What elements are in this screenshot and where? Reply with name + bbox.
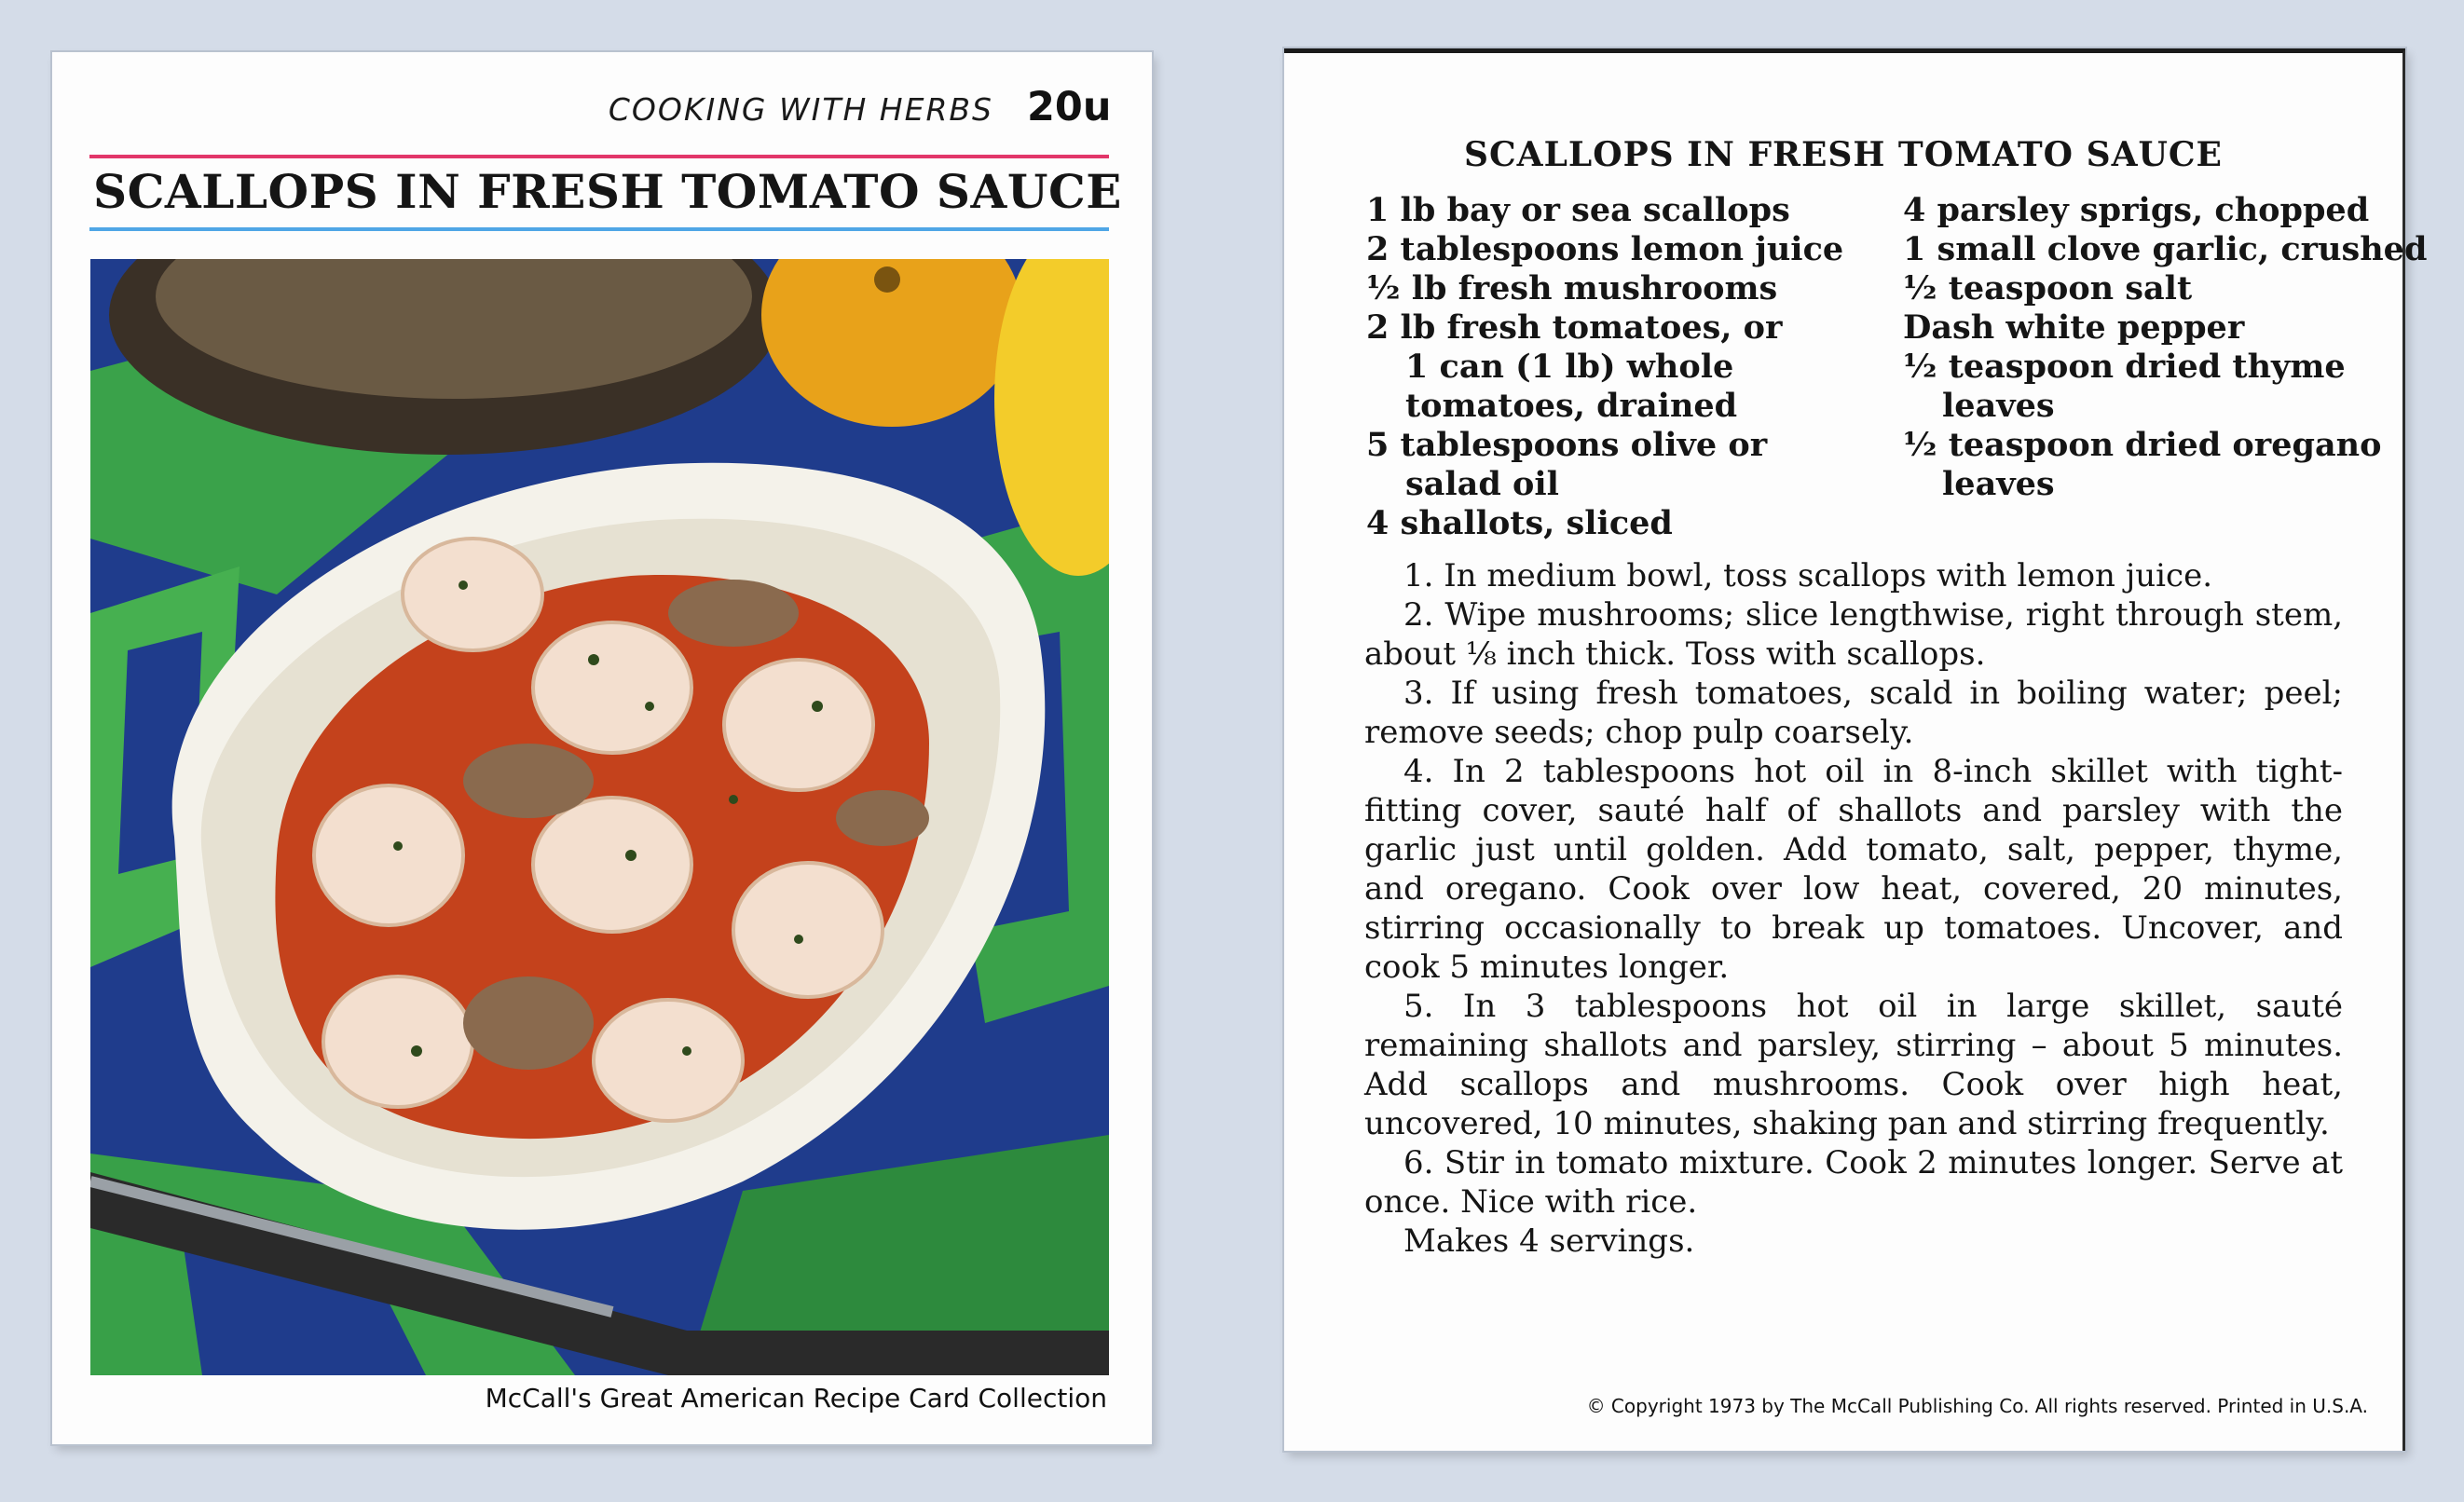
card-number: 20u: [1027, 84, 1112, 130]
ingredient-continuation: 1 can (1 lb) whole: [1405, 348, 1734, 386]
ingredient-continuation: leaves: [1942, 387, 2055, 425]
title-rule-top: [89, 155, 1109, 158]
direction-step: 5. In 3 tablespoons hot oil in large skillet, sauté remaining shallots and parsley, stirring – about 5 minutes. Add scallops and mushrooms. Cook over high heat, uncovered, 10 minutes, shaking pan and stirring frequently.: [1364, 988, 2343, 1142]
ingredient-item: [1366, 230, 1888, 269]
ingredient-item: [1903, 230, 2428, 269]
ingredient-line: ½ teaspoon salt: [1903, 269, 2193, 307]
ingredient-line: ½ lb fresh mushrooms: [1366, 269, 1778, 307]
ingredient-line: 2 tablespoons lemon juice: [1366, 230, 1844, 268]
ingredients-right: [1903, 191, 2428, 504]
ingredient-line: ½ teaspoon dried oregano: [1903, 426, 2382, 464]
copyright-notice: © Copyright 1973 by The McCall Publishing Co. All rights reserved. Printed in U.S.A.: [1586, 1395, 2368, 1417]
ingredient-continuation: tomatoes, drained: [1405, 387, 1738, 425]
ingredient-line: 5 tablespoons olive or: [1366, 426, 1768, 464]
ingredient-line: 4 shallots, sliced: [1366, 504, 1673, 542]
directions: [1364, 556, 2343, 1261]
ingredient-item: [1366, 504, 1888, 543]
ingredient-line: 1 lb bay or sea scallops: [1366, 191, 1790, 229]
ingredient-continuation: salad oil: [1405, 465, 1559, 503]
ingredients-left: [1366, 191, 1888, 543]
ingredient-line: ½ teaspoon dried thyme: [1903, 348, 2346, 386]
recipe-card-back: [1284, 48, 2428, 1451]
direction-step: 4. In 2 tablespoons hot oil in 8-inch skillet with tight-fitting cover, sauté half of shallots and parsley with the garlic just until golden. Add tomato, salt, pepper, thyme, and oregano. Cook over low heat, covered, 20 minutes, stirring occasionally to break up tomatoes. Uncover, and cook 5 minutes longer.: [1364, 753, 2343, 986]
ingredient-item: [1903, 348, 2388, 426]
series-label: COOKING WITH HERBS: [608, 91, 993, 128]
ingredient-item: [1903, 191, 2388, 230]
title-rule-bottom: [89, 227, 1109, 231]
direction-step: 1. In medium bowl, toss scallops with lemon juice.: [1403, 557, 2213, 594]
ingredient-continuation: leaves: [1942, 465, 2055, 503]
ingredient-item: [1366, 191, 1888, 230]
ingredient-line: 4 parsley sprigs, chopped: [1903, 191, 2370, 229]
back-title: SCALLOPS IN FRESH TOMATO SAUCE: [1464, 135, 2223, 174]
ingredient-item: [1366, 426, 1888, 504]
direction-step: Makes 4 servings.: [1403, 1222, 1695, 1260]
ingredient-item: [1903, 426, 2388, 504]
dish-photo: [90, 259, 1109, 1375]
ingredient-item: [1366, 308, 1888, 426]
collection-label: McCall's Great American Recipe Card Collection: [485, 1383, 1107, 1413]
ingredient-line: 1 small clove garlic, crushed: [1903, 230, 2428, 268]
ingredient-line: Dash white pepper: [1903, 308, 2245, 347]
dish-photo-illustration: [90, 259, 1109, 1375]
direction-step: 6. Stir in tomato mixture. Cook 2 minutes longer. Serve at once. Nice with rice.: [1364, 1144, 2343, 1221]
recipe-card-front: [52, 52, 1152, 1444]
direction-step: 2. Wipe mushrooms; slice lengthwise, right through stem, about ⅛ inch thick. Toss with scallops.: [1364, 596, 2343, 673]
ingredient-item: [1903, 308, 2388, 348]
ingredient-line: 2 lb fresh tomatoes, or: [1366, 308, 1783, 347]
ingredient-item: [1903, 269, 2388, 308]
direction-step: 3. If using fresh tomatoes, scald in boiling water; peel; remove seeds; chop pulp coarsely.: [1364, 675, 2343, 751]
ingredient-item: [1366, 269, 1888, 308]
front-title: SCALLOPS IN FRESH TOMATO SAUCE: [93, 164, 1122, 219]
